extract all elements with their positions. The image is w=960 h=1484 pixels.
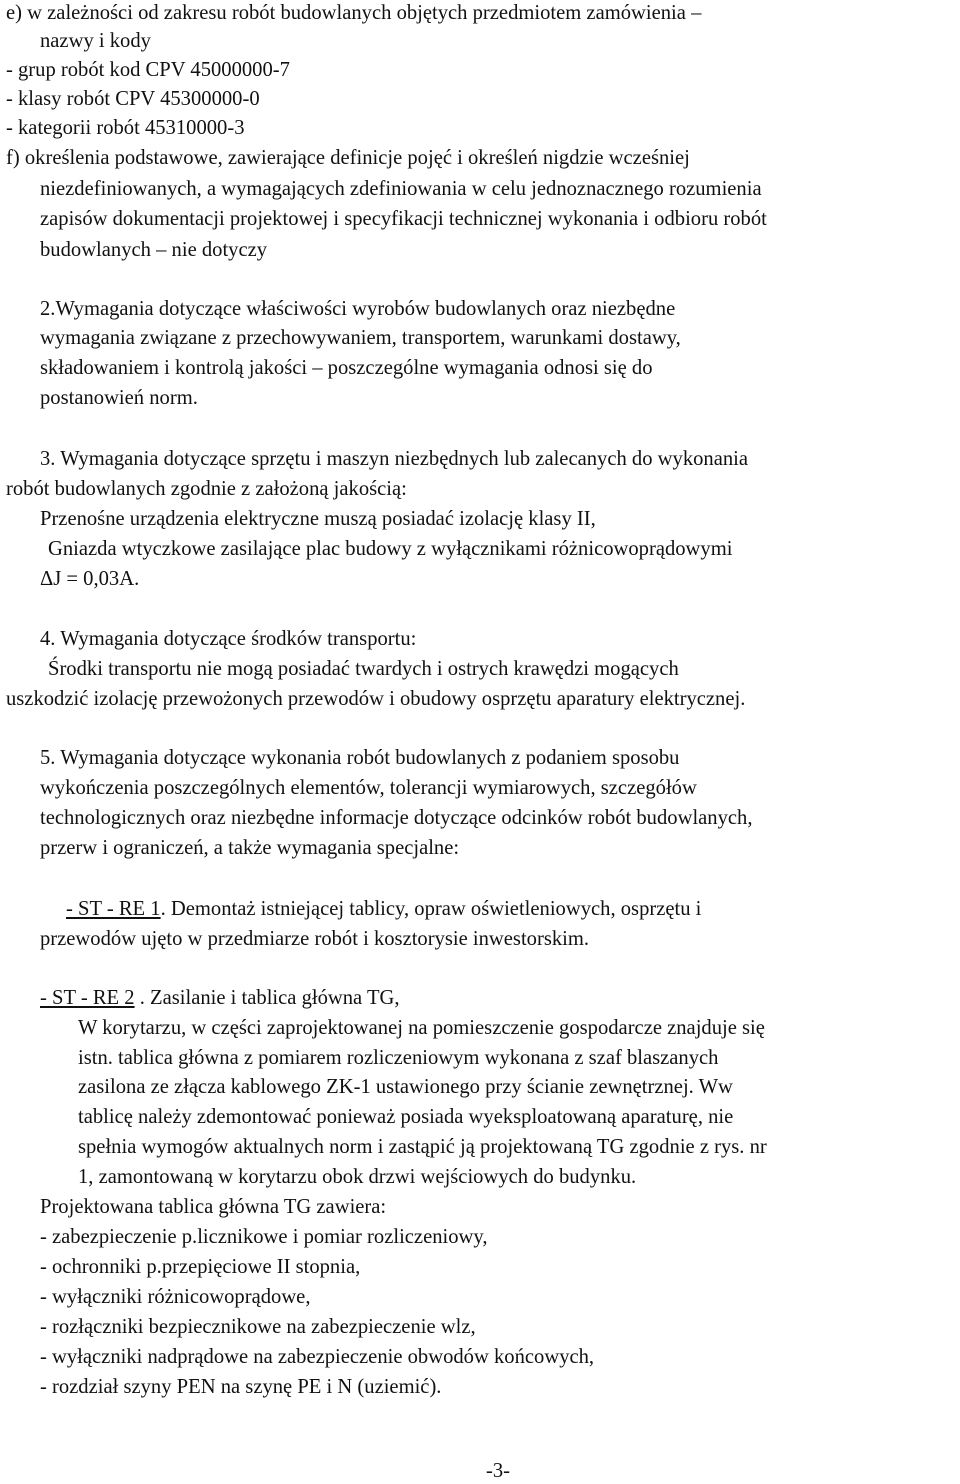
list-item: - wyłączniki nadprądowe na zabezpieczenie obwodów końcowych, (40, 1346, 595, 1368)
st-re-1-text: . Demontaż istniejącej tablicy, opraw oświetleniowych, osprzętu i (160, 898, 702, 920)
section-4-line: uszkodzić izolację przewożonych przewodów i obudowy osprzętu aparatury elektrycznej. (6, 688, 746, 710)
section-f-line: budowlanych – nie dotyczy (40, 239, 268, 261)
st-re-2-title (40, 985, 400, 1011)
section-5-line: przerw i ograniczeń, a także wymagania specjalne: (40, 837, 460, 859)
list-item: - rozłączniki bezpiecznikowe na zabezpieczenie wlz, (40, 1316, 476, 1338)
section-3-line: Przenośne urządzenia elektryczne muszą posiadać izolację klasy II, (40, 508, 596, 530)
st-re-1-line: przewodów ujęto w przedmiarze robót i kosztorysie inwestorskim. (40, 928, 590, 950)
section-e-line: - grup robót kod CPV 45000000-7 (6, 59, 290, 81)
section-2-line: wymagania związane z przechowywaniem, transportem, warunkami dostawy, (40, 327, 681, 349)
section-4-line: Środki transportu nie mogą posiadać twardych i ostrych krawędzi mogących (48, 658, 679, 680)
section-f-line: niezdefiniowanych, a wymagających zdefiniowania w celu jednoznacznego rozumienia (40, 178, 762, 200)
st-re-2-line: tablicę należy zdemontować ponieważ posiada wyeksploatowaną aparaturę, nie (78, 1106, 734, 1128)
st-re-1-line (66, 896, 701, 922)
section-5-line: wykończenia poszczególnych elementów, tolerancji wymiarowych, szczegółów (40, 777, 697, 799)
page-number: -3- (486, 1460, 511, 1482)
list-item: - rozdział szyny PEN na szynę PE i N (uziemić). (40, 1376, 442, 1398)
st-re-2-text: . Zasilanie i tablica główna TG, (134, 987, 400, 1009)
list-item: - wyłączniki różnicowoprądowe, (40, 1286, 311, 1308)
section-e-line: - klasy robót CPV 45300000-0 (6, 88, 260, 110)
section-3-line: Gniazda wtyczkowe zasilające plac budowy z wyłącznikami różnicowoprądowymi (48, 538, 733, 560)
section-2-line: 2.Wymagania dotyczące właściwości wyrobów budowlanych oraz niezbędne (40, 298, 676, 320)
st-re-2-line: zasilona ze złącza kablowego ZK-1 ustawionego przy ścianie zewnętrznej. Ww (78, 1076, 733, 1098)
section-3-line: robót budowlanych zgodnie z założoną jakością: (6, 478, 407, 500)
st-re-2-line: 1, zamontowaną w korytarzu obok drzwi wejściowych do budynku. (78, 1166, 637, 1188)
section-e-line: - kategorii robót 45310000-3 (6, 117, 245, 139)
section-e-line: e) w zależności od zakresu robót budowlanych objętych przedmiotem zamówienia – (6, 2, 702, 24)
list-item: - zabezpieczenie p.licznikowe i pomiar rozliczeniowy, (40, 1226, 488, 1248)
section-5-line: technologicznych oraz niezbędne informacje dotyczące odcinków robót budowlanych, (40, 807, 753, 829)
st-re-2-line: istn. tablica główna z pomiarem rozliczeniowym wykonana z szaf blaszanych (78, 1047, 719, 1069)
section-3-line: 3. Wymagania dotyczące sprzętu i maszyn niezbędnych lub zalecanych do wykonania (40, 448, 749, 470)
section-e-line: nazwy i kody (40, 30, 151, 52)
section-4-line: 4. Wymagania dotyczące środków transportu: (40, 628, 417, 650)
st-re-2-line: W korytarzu, w części zaprojektowanej na pomieszczenie gospodarcze znajduje się (78, 1017, 765, 1039)
st-re-1-code: - ST - RE 1 (66, 898, 161, 920)
list-item: - ochronniki p.przepięciowe II stopnia, (40, 1256, 361, 1278)
st-re-2-line: spełnia wymogów aktualnych norm i zastąpić ją projektowaną TG zgodnie z rys. nr (78, 1136, 767, 1158)
section-f-line: f) określenia podstawowe, zawierające definicje pojęć i określeń nigdzie wcześniej (6, 147, 690, 169)
section-2-line: postanowień norm. (40, 387, 198, 409)
section-f-line: zapisów dokumentacji projektowej i specyfikacji technicznej wykonania i odbioru robót (40, 208, 767, 230)
st-re-2-code: - ST - RE 2 (40, 987, 135, 1009)
section-3-line: ΔJ = 0,03A. (40, 568, 140, 590)
list-title: Projektowana tablica główna TG zawiera: (40, 1196, 387, 1218)
section-2-line: składowaniem i kontrolą jakości – poszczególne wymagania odnosi się do (40, 357, 653, 379)
section-5-line: 5. Wymagania dotyczące wykonania robót budowlanych z podaniem sposobu (40, 747, 680, 769)
